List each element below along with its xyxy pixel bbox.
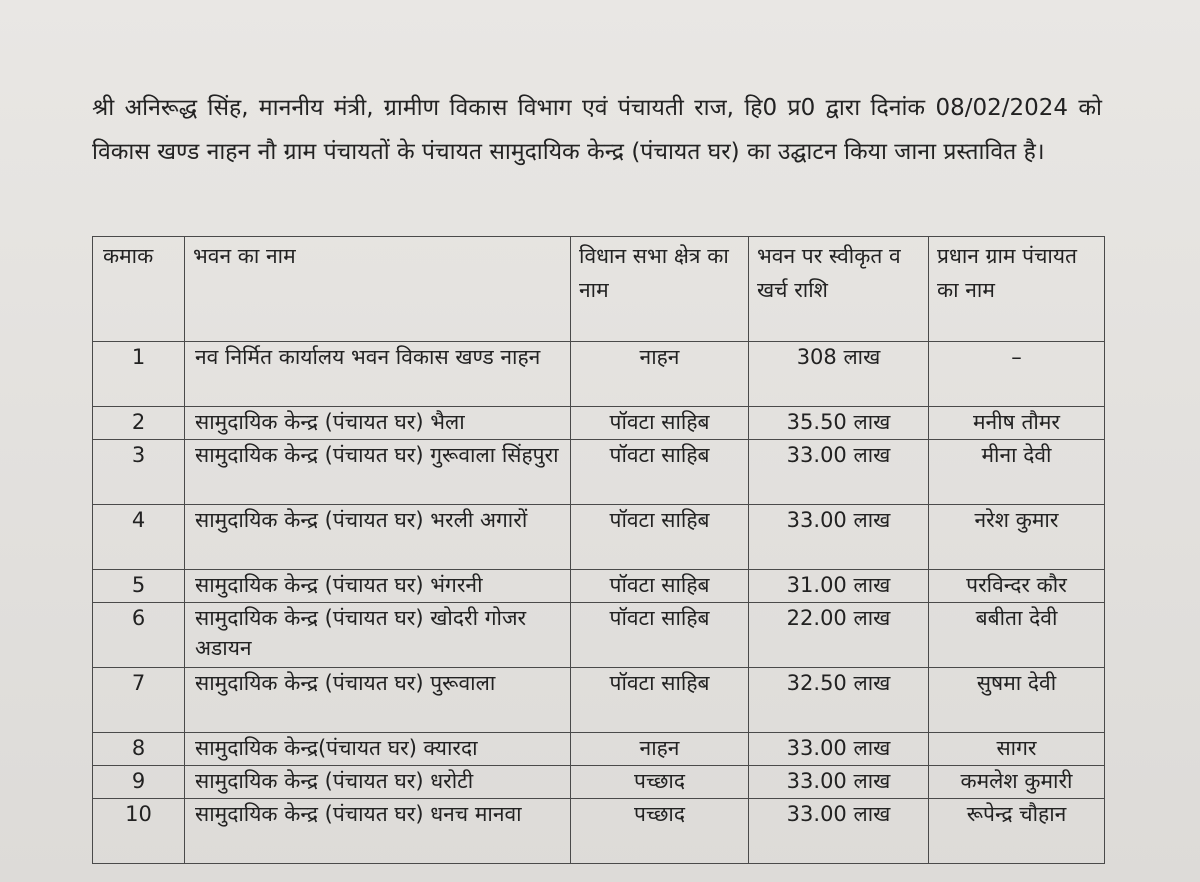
cell-pradhan: परविन्दर कौर bbox=[929, 570, 1105, 603]
cell-sno: 10 bbox=[93, 799, 185, 864]
cell-pradhan: मनीष तौमर bbox=[929, 407, 1105, 440]
cell-sno: 5 bbox=[93, 570, 185, 603]
table-row bbox=[93, 407, 1105, 440]
cell-amount: 33.00 लाख bbox=[749, 766, 929, 799]
table-row bbox=[93, 440, 1105, 505]
table-row bbox=[93, 766, 1105, 799]
cell-building: सामुदायिक केन्द्र (पंचायत घर) गुरूवाला सिंहपुरा bbox=[185, 440, 571, 505]
cell-sno: 9 bbox=[93, 766, 185, 799]
cell-amount: 33.00 लाख bbox=[749, 505, 929, 570]
header-building-name: भवन का नाम bbox=[185, 237, 571, 342]
cell-constituency: पॉवटा साहिब bbox=[571, 668, 749, 733]
cell-constituency: पॉवटा साहिब bbox=[571, 603, 749, 668]
intro-line-1: श्री अनिरूद्ध सिंह, माननीय मंत्री, ग्रामीण विकास विभाग एवं पंचायती राज, हि0 प्र0 द्वारा bbox=[92, 95, 861, 121]
header-constituency: विधान सभा क्षेत्र का नाम bbox=[571, 237, 749, 342]
cell-pradhan: सागर bbox=[929, 733, 1105, 766]
cell-amount: 31.00 लाख bbox=[749, 570, 929, 603]
cell-constituency: पच्छाद bbox=[571, 766, 749, 799]
header-pradhan: प्रधान ग्राम पंचायत का नाम bbox=[929, 237, 1105, 342]
cell-sno: 1 bbox=[93, 342, 185, 407]
table-row bbox=[93, 505, 1105, 570]
intro-paragraph bbox=[92, 86, 1102, 174]
cell-building: सामुदायिक केन्द्र (पंचायत घर) धनच मानवा bbox=[185, 799, 571, 864]
cell-building: सामुदायिक केन्द्र (पंचायत घर) भैला bbox=[185, 407, 571, 440]
header-serial-number: कमाक bbox=[93, 237, 185, 342]
cell-pradhan: नरेश कुमार bbox=[929, 505, 1105, 570]
cell-amount: 33.00 लाख bbox=[749, 799, 929, 864]
cell-sno: 6 bbox=[93, 603, 185, 668]
cell-pradhan: कमलेश कुमारी bbox=[929, 766, 1105, 799]
cell-amount: 308 लाख bbox=[749, 342, 929, 407]
cell-amount: 35.50 लाख bbox=[749, 407, 929, 440]
header-amount: भवन पर स्वीकृत व खर्च राशि bbox=[749, 237, 929, 342]
cell-building: सामुदायिक केन्द्र(पंचायत घर) क्यारदा bbox=[185, 733, 571, 766]
cell-constituency: पॉवटा साहिब bbox=[571, 440, 749, 505]
panchayat-buildings-table bbox=[92, 236, 1105, 864]
intro-line-2: दिनांक 08/02/2024 को विकास खण्ड नाहन नौ ग्राम पंचायतों के पंचायत सामुदायिक bbox=[92, 95, 1103, 165]
cell-amount: 33.00 लाख bbox=[749, 440, 929, 505]
cell-building: सामुदायिक केन्द्र (पंचायत घर) धरोटी bbox=[185, 766, 571, 799]
cell-building: सामुदायिक केन्द्र (पंचायत घर) खोदरी गोजर अडायन bbox=[185, 603, 571, 668]
cell-pradhan: – bbox=[929, 342, 1105, 407]
table-row bbox=[93, 668, 1105, 733]
table-row bbox=[93, 570, 1105, 603]
table-row bbox=[93, 603, 1105, 668]
cell-constituency: पॉवटा साहिब bbox=[571, 570, 749, 603]
cell-constituency: नाहन bbox=[571, 733, 749, 766]
cell-sno: 2 bbox=[93, 407, 185, 440]
cell-constituency: नाहन bbox=[571, 342, 749, 407]
cell-amount: 33.00 लाख bbox=[749, 733, 929, 766]
cell-pradhan: मीना देवी bbox=[929, 440, 1105, 505]
cell-building: सामुदायिक केन्द्र (पंचायत घर) भरली अगारों bbox=[185, 505, 571, 570]
cell-amount: 22.00 लाख bbox=[749, 603, 929, 668]
cell-pradhan: रूपेन्द्र चौहान bbox=[929, 799, 1105, 864]
cell-pradhan: बबीता देवी bbox=[929, 603, 1105, 668]
table-row bbox=[93, 733, 1105, 766]
table-row bbox=[93, 342, 1105, 407]
intro-line-3: केन्द्र (पंचायत घर) का उद्घाटन किया जाना प्रस्तावित है। bbox=[587, 139, 1045, 165]
cell-building: सामुदायिक केन्द्र (पंचायत घर) पुरूवाला bbox=[185, 668, 571, 733]
cell-pradhan: सुषमा देवी bbox=[929, 668, 1105, 733]
cell-constituency: पॉवटा साहिब bbox=[571, 407, 749, 440]
cell-sno: 8 bbox=[93, 733, 185, 766]
cell-building: सामुदायिक केन्द्र (पंचायत घर) भंगरनी bbox=[185, 570, 571, 603]
cell-constituency: पॉवटा साहिब bbox=[571, 505, 749, 570]
table-row bbox=[93, 799, 1105, 864]
table-header-row bbox=[93, 237, 1105, 342]
cell-sno: 3 bbox=[93, 440, 185, 505]
cell-sno: 7 bbox=[93, 668, 185, 733]
cell-building: नव निर्मित कार्यालय भवन विकास खण्ड नाहन bbox=[185, 342, 571, 407]
cell-constituency: पच्छाद bbox=[571, 799, 749, 864]
cell-sno: 4 bbox=[93, 505, 185, 570]
cell-amount: 32.50 लाख bbox=[749, 668, 929, 733]
